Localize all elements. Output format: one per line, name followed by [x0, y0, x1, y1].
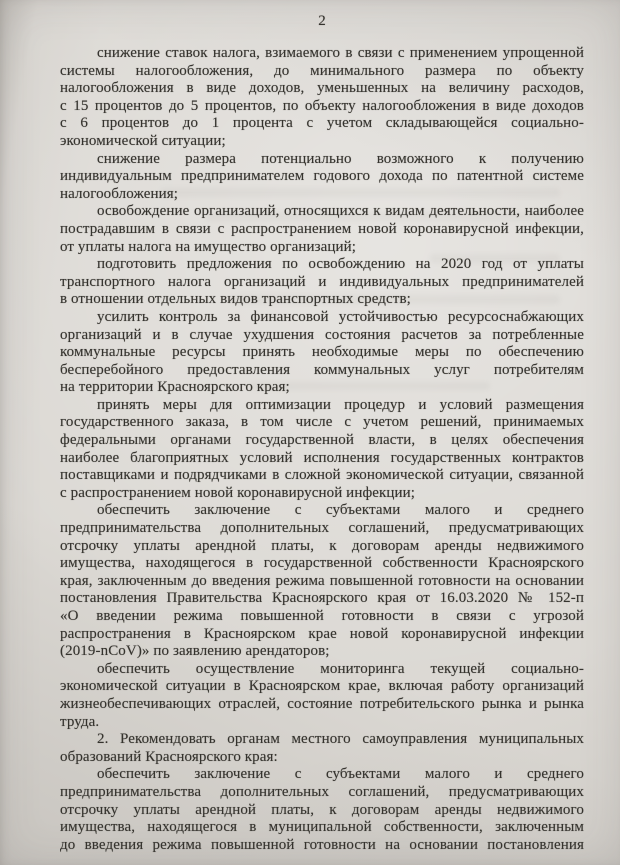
text-line: усилить контроль за финансовой устойчивостью ресурсоснабжающих [97, 308, 584, 325]
text-line: подготовить предложения по освобождению на 2020 год от уплаты [97, 256, 584, 273]
text-line: жизнеобеспечивающих отраслей, состояние потребительского рынка и рынка [60, 695, 584, 712]
paragraph [60, 45, 584, 151]
text-line: «О введении режима повышенной готовности в связи с угрозой [60, 608, 584, 624]
text-line: предпринимательства дополнительных соглашений, предусматривающих [60, 783, 584, 800]
text-line: экономической ситуации; [60, 132, 226, 149]
text-line: освобождение организаций, относящихся к видам деятельности, наиболее [97, 203, 584, 220]
text-line: наиболее благоприятных условий исполнения государственных контрактов [60, 449, 584, 466]
paragraph [60, 151, 584, 204]
text-line: поставщиками и подрядчиками в сложной экономической ситуации, связанной [60, 467, 584, 484]
text-line: образований Красноярского края: [60, 748, 278, 765]
page-number: 2 [318, 13, 326, 29]
text-line: государственного заказа, в том числе с учетом решений, принимаемых [60, 414, 584, 431]
text-line: системы налогообложения, до минимального размера по объекту [60, 62, 584, 79]
text-line: труда. [60, 713, 100, 730]
text-line: обеспечить осуществление мониторинга текущей социально- [97, 660, 584, 677]
document-body [60, 45, 584, 854]
text-line: снижение размера потенциально возможного к получению [97, 150, 584, 167]
text-line: имущества, находящегося в государственной собственности Красноярского [60, 555, 584, 572]
text-line: отсрочку уплаты арендной платы, к договорам аренды недвижимого [60, 801, 584, 818]
text-line: распространения в Красноярском крае новой коронавирусной инфекции [60, 625, 584, 642]
text-line: налогообложения в виде доходов, уменьшенных на величину расходов, [60, 80, 584, 97]
text-line: края, заключенным до введения режима повышенной готовности на основании [60, 572, 584, 589]
paragraph [60, 309, 584, 397]
paragraph [60, 203, 584, 256]
text-line: постановления Правительства Красноярского края от 16.03.2020 № 152-п [60, 590, 584, 607]
text-line: обеспечить заключение с субъектами малого и среднего [97, 502, 584, 519]
text-line: в отношении отдельных видов транспортных средств; [60, 291, 411, 308]
paragraph [60, 397, 584, 503]
text-line: экономической ситуации в Красноярском крае, включая работу организаций [60, 678, 584, 695]
text-line: имущества, находящегося в муниципальной собственности, заключенным [60, 819, 584, 836]
text-line: обеспечить заключение с субъектами малого и среднего [97, 766, 584, 783]
text-line: снижение ставок налога, взимаемого в связи с применением упрощенной [97, 45, 584, 61]
text-line: с 15 процентов до 5 процентов, по объекту налогообложения в виде доходов [60, 97, 584, 114]
text-line: организаций и в случае ухудшения состояния расчетов за потребленные [60, 326, 584, 343]
paragraph [60, 766, 584, 854]
text-line: (2019-nCoV)» по заявлению арендаторов; [60, 643, 330, 660]
paragraph [60, 502, 584, 660]
text-line: индивидуальным предпринимателем годового дохода по патентной системе [60, 168, 584, 185]
paragraph [60, 661, 584, 731]
paragraph [60, 256, 584, 309]
text-line: принять меры для оптимизации процедур и условий размещения [97, 396, 584, 413]
text-line: предпринимательства дополнительных соглашений, предусматривающих [60, 520, 584, 537]
text-line: с 6 процентов до 1 процента с учетом складывающейся социально- [60, 115, 584, 132]
text-line: пострадавшим в связи с распространением новой коронавирусной инфекции, [60, 220, 584, 237]
text-line: транспортного налога организаций и индивидуальных предпринимателей [60, 273, 584, 290]
text-line: отсрочку уплаты арендной платы, к договорам аренды недвижимого [60, 537, 584, 554]
text-line: федеральными органами государственной власти, в целях обеспечения [60, 432, 584, 449]
text-line: бесперебойного предоставления коммунальных услуг потребителям [60, 361, 584, 378]
text-line: налогообложения; [60, 185, 178, 202]
text-line: от уплаты налога на имущество организаций; [60, 238, 357, 255]
text-line: на территории Красноярского края; [60, 379, 290, 396]
text-line: 2. Рекомендовать органам местного самоуправления муниципальных [97, 731, 584, 748]
text-line: коммунальные ресурсы принять необходимые меры по обеспечению [60, 344, 584, 361]
paragraph [60, 731, 584, 766]
text-line: до введения режима повышенной готовности на основании постановления [60, 836, 584, 853]
text-line: с распространением новой коронавирусной инфекции; [60, 484, 416, 501]
